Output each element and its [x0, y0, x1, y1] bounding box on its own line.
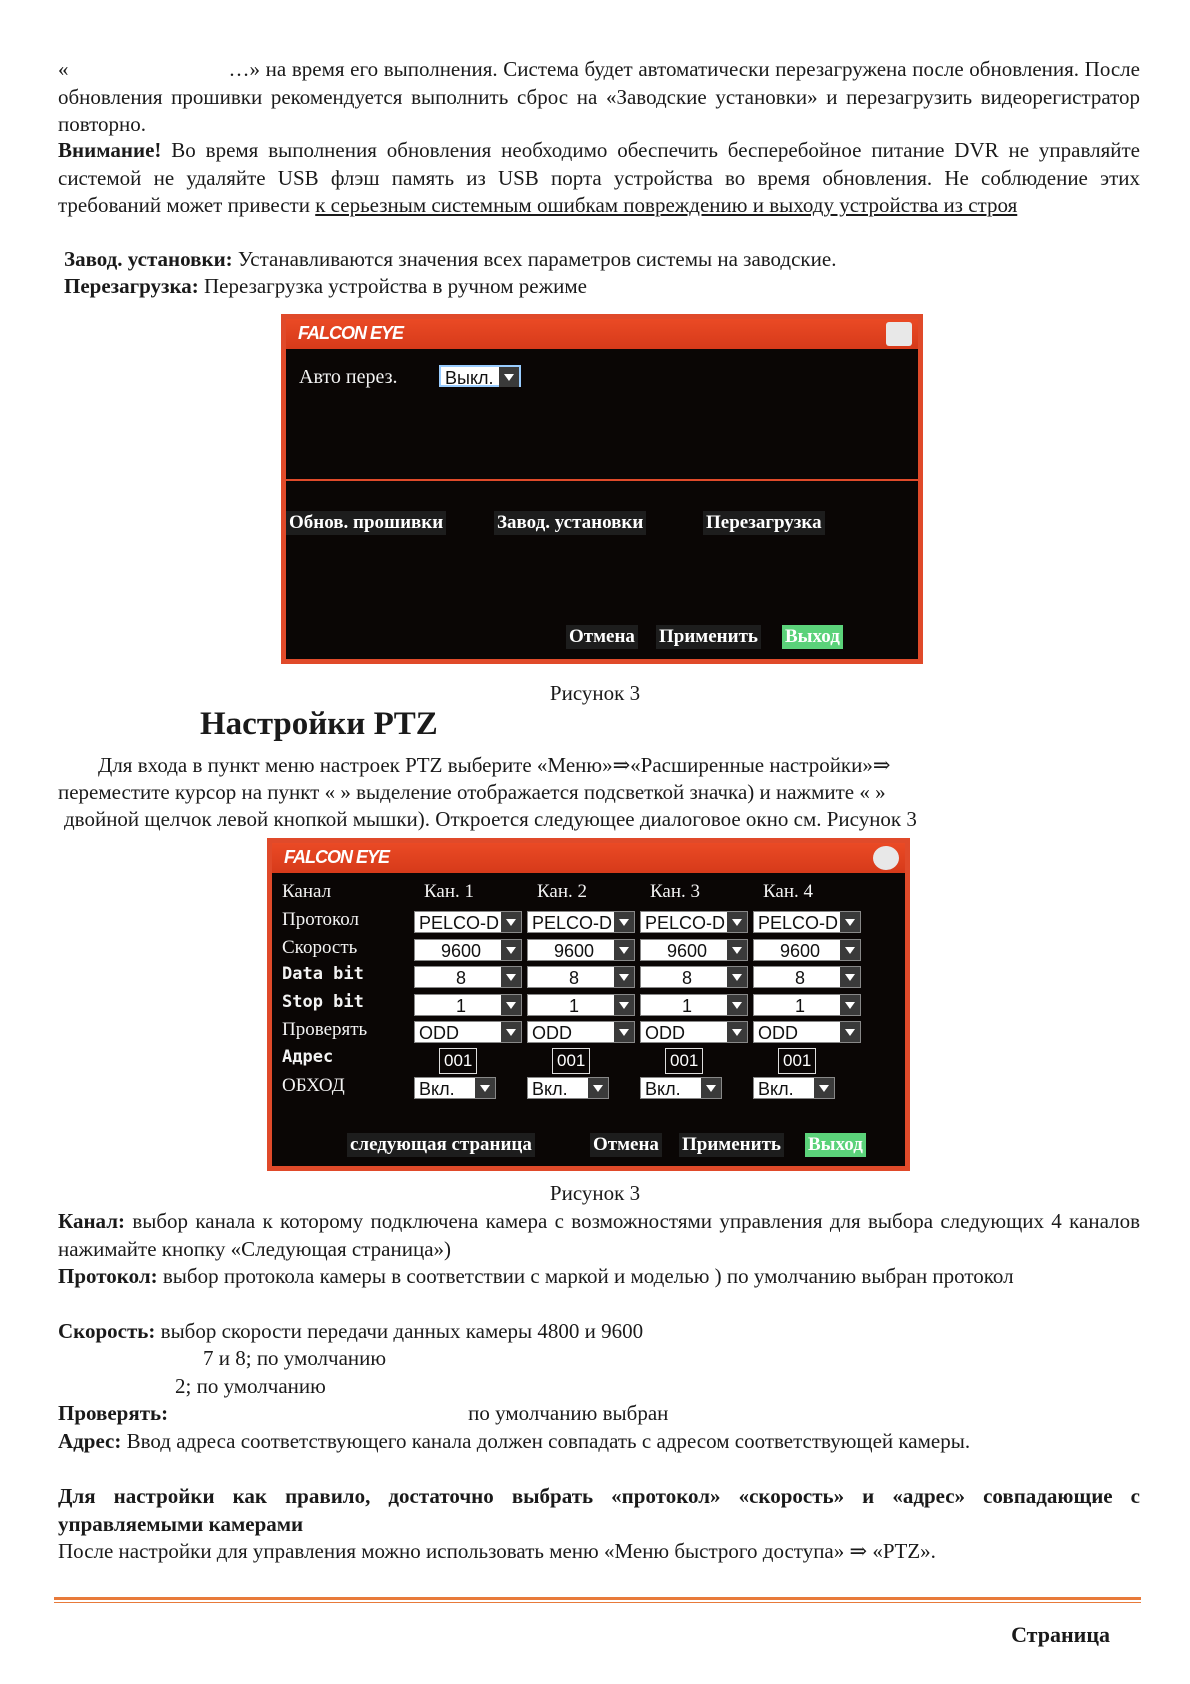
row-label: ОБХОД [282, 1075, 345, 1096]
figure-caption-2: Рисунок 3 [549, 1181, 641, 1205]
bypass-select[interactable]: Вкл. [414, 1077, 496, 1099]
stop-bit-select[interactable]: 1 [414, 994, 522, 1016]
chevron-down-icon [814, 1078, 834, 1098]
chevron-down-icon [727, 912, 747, 932]
data-bit-select[interactable]: 8 [527, 966, 635, 988]
auto-reboot-select[interactable]: Выкл. [439, 365, 521, 387]
chevron-down-icon [588, 1078, 608, 1098]
after-setup-text: После настройки для управления можно использовать меню «Меню быстрого доступа» ⇒ «PTZ». [58, 1539, 936, 1563]
data-bit-select[interactable]: 8 [414, 966, 522, 988]
protocol-select[interactable]: PELCO-D [414, 911, 522, 933]
dvr-system-screen [281, 314, 923, 664]
title-bar [286, 319, 918, 349]
row-label: Канал [282, 881, 332, 902]
parity-select[interactable]: ODD [753, 1021, 861, 1043]
speed-select[interactable]: 9600 [640, 939, 748, 961]
apply-button[interactable]: Применить [656, 625, 761, 649]
chevron-down-icon [701, 1078, 721, 1098]
protocol-select[interactable]: PELCO-D [527, 911, 635, 933]
channel-header: Кан. 3 [650, 881, 701, 902]
auto-reboot-label: Авто перез. [299, 366, 398, 388]
protocol-select[interactable]: PELCO-D [753, 911, 861, 933]
chevron-down-icon [501, 995, 521, 1015]
exit-button[interactable]: Выход [805, 1133, 866, 1157]
apply-button[interactable]: Применить [679, 1133, 784, 1157]
factory-paragraph: Завод. установки: Устанавливаются значения всех параметров системы на заводские. [64, 247, 837, 271]
speed-select[interactable]: 9600 [414, 939, 522, 961]
warning-paragraph: Внимание! Во время выполнения обновления необходимо обеспечить бесперебойное питание DVR не управляйте системой не удаляйте USB флэш память из USB порта устройства во время обновления. Не соблюдение этих требований может привести к серьезным системным ошибкам повреждению и выходу устройства из строя [58, 138, 1140, 217]
row-label: Протокол [282, 909, 360, 930]
row-label: Stop bit [282, 992, 364, 1012]
channel-desc: Канал: выбор канала к которому подключена камера с возможностями управления для выбора следующих 4 каналов нажимайте кнопку «Следующая страница») [58, 1209, 1140, 1261]
ptz-intro-line2: переместите курсор на пункт « » выделение отображается подсветкой значка) и нажмите « » [58, 780, 886, 804]
section-heading: Настройки PTZ [200, 706, 438, 742]
stop-bit-select[interactable]: 1 [640, 994, 748, 1016]
bypass-select[interactable]: Вкл. [640, 1077, 722, 1099]
channel-header: Кан. 2 [537, 881, 588, 902]
data-bit-select[interactable]: 8 [640, 966, 748, 988]
address-input[interactable]: 001 [439, 1048, 477, 1074]
next-page-button[interactable]: следующая страница [347, 1133, 535, 1157]
parity-select[interactable]: ODD [527, 1021, 635, 1043]
chevron-down-icon [614, 1022, 634, 1042]
row-label: Проверять [282, 1019, 368, 1040]
intro-paragraph: « …» на время его выполнения. Система будет автоматически перезагружена после обновления. После обновления прошивки рекомендуется выполнить сброс на «Заводские установки» и перезагрузить видеорегистратор повторно. [58, 57, 1140, 136]
title-bar [272, 843, 905, 873]
chevron-down-icon [840, 995, 860, 1015]
speed-select[interactable]: 9600 [753, 939, 861, 961]
address-input[interactable]: 001 [552, 1048, 590, 1074]
firmware-update-button[interactable]: Обнов. прошивки [286, 511, 446, 535]
falcon-eye-logo: FALCON EYE [284, 847, 390, 867]
chevron-down-icon [840, 1022, 860, 1042]
warning-underlined: к серьезным системным ошибкам повреждению и выходу устройства из строя [315, 193, 1018, 217]
row-label: Data bit [282, 964, 364, 984]
parity-select[interactable]: ODD [640, 1021, 748, 1043]
bypass-select[interactable]: Вкл. [753, 1077, 835, 1099]
ptz-intro-line3: двойной щелчок левой кнопкой мышки). Откроется следующее диалоговое окно см. Рисунок 3 [64, 807, 917, 831]
row-label: Адрес [282, 1047, 334, 1067]
address-input[interactable]: 001 [778, 1048, 816, 1074]
protocol-desc: Протокол: выбор протокола камеры в соответствии с маркой и моделью ) по умолчанию выбран протокол [58, 1264, 1014, 1288]
exit-button[interactable]: Выход [782, 625, 843, 649]
databit-desc: 7 и 8; по умолчанию [203, 1346, 387, 1370]
chevron-down-icon [727, 995, 747, 1015]
chevron-down-icon [501, 1022, 521, 1042]
chevron-down-icon [727, 1022, 747, 1042]
system-icon [886, 322, 912, 346]
chevron-down-icon [840, 912, 860, 932]
reboot-paragraph: Перезагрузка: Перезагрузка устройства в ручном режиме [64, 274, 587, 298]
falcon-eye-logo: FALCON EYE [298, 323, 404, 343]
chevron-down-icon [840, 967, 860, 987]
divider [286, 479, 918, 481]
cancel-button[interactable]: Отмена [566, 625, 638, 649]
stopbit-desc: 2; по умолчанию [175, 1374, 326, 1398]
chevron-down-icon [614, 940, 634, 960]
data-bit-select[interactable]: 8 [753, 966, 861, 988]
stop-bit-select[interactable]: 1 [527, 994, 635, 1016]
chevron-down-icon [840, 940, 860, 960]
chevron-down-icon [475, 1078, 495, 1098]
ptz-settings-screen [267, 838, 910, 1171]
ptz-camera-icon [873, 846, 899, 870]
chevron-down-icon [614, 967, 634, 987]
chevron-down-icon [727, 967, 747, 987]
reboot-button[interactable]: Перезагрузка [703, 511, 825, 535]
footer-rule [54, 1597, 1141, 1600]
speed-select[interactable]: 9600 [527, 939, 635, 961]
chevron-down-icon [614, 912, 634, 932]
chevron-down-icon [501, 940, 521, 960]
stop-bit-select[interactable]: 1 [753, 994, 861, 1016]
address-desc: Адрес: Ввод адреса соответствующего канала должен совпадать с адресом соответствующей камеры. [58, 1429, 971, 1453]
address-input[interactable]: 001 [665, 1048, 703, 1074]
channel-header: Кан. 4 [763, 881, 814, 902]
setup-note: Для настройки как правило, достаточно выбрать «протокол» «скорость» и «адрес» совпадающие с управляемыми камерами [58, 1484, 1140, 1536]
warning-label: Внимание! [58, 138, 162, 162]
channel-header: Кан. 1 [424, 881, 475, 902]
speed-desc: Скорость: выбор скорости передачи данных камеры 4800 и 9600 [58, 1319, 644, 1343]
chevron-down-icon [501, 912, 521, 932]
figure-caption-1: Рисунок 3 [549, 681, 641, 705]
ptz-intro-line1: Для входа в пункт меню настроек PTZ выберите «Меню»⇒«Расширенные настройки»⇒ [98, 753, 891, 777]
page-label: Страница [1011, 1622, 1110, 1647]
chevron-down-icon [501, 967, 521, 987]
chevron-down-icon [727, 940, 747, 960]
row-label: Скорость [282, 937, 358, 958]
bypass-select[interactable]: Вкл. [527, 1077, 609, 1099]
footer-rule-thin [54, 1602, 1141, 1603]
chevron-down-icon [499, 367, 519, 387]
factory-reset-button[interactable]: Завод. установки [494, 511, 646, 535]
check-desc: Проверять: по умолчанию выбран [58, 1401, 669, 1425]
cancel-button[interactable]: Отмена [590, 1133, 662, 1157]
parity-select[interactable]: ODD [414, 1021, 522, 1043]
chevron-down-icon [614, 995, 634, 1015]
protocol-select[interactable]: PELCO-D [640, 911, 748, 933]
